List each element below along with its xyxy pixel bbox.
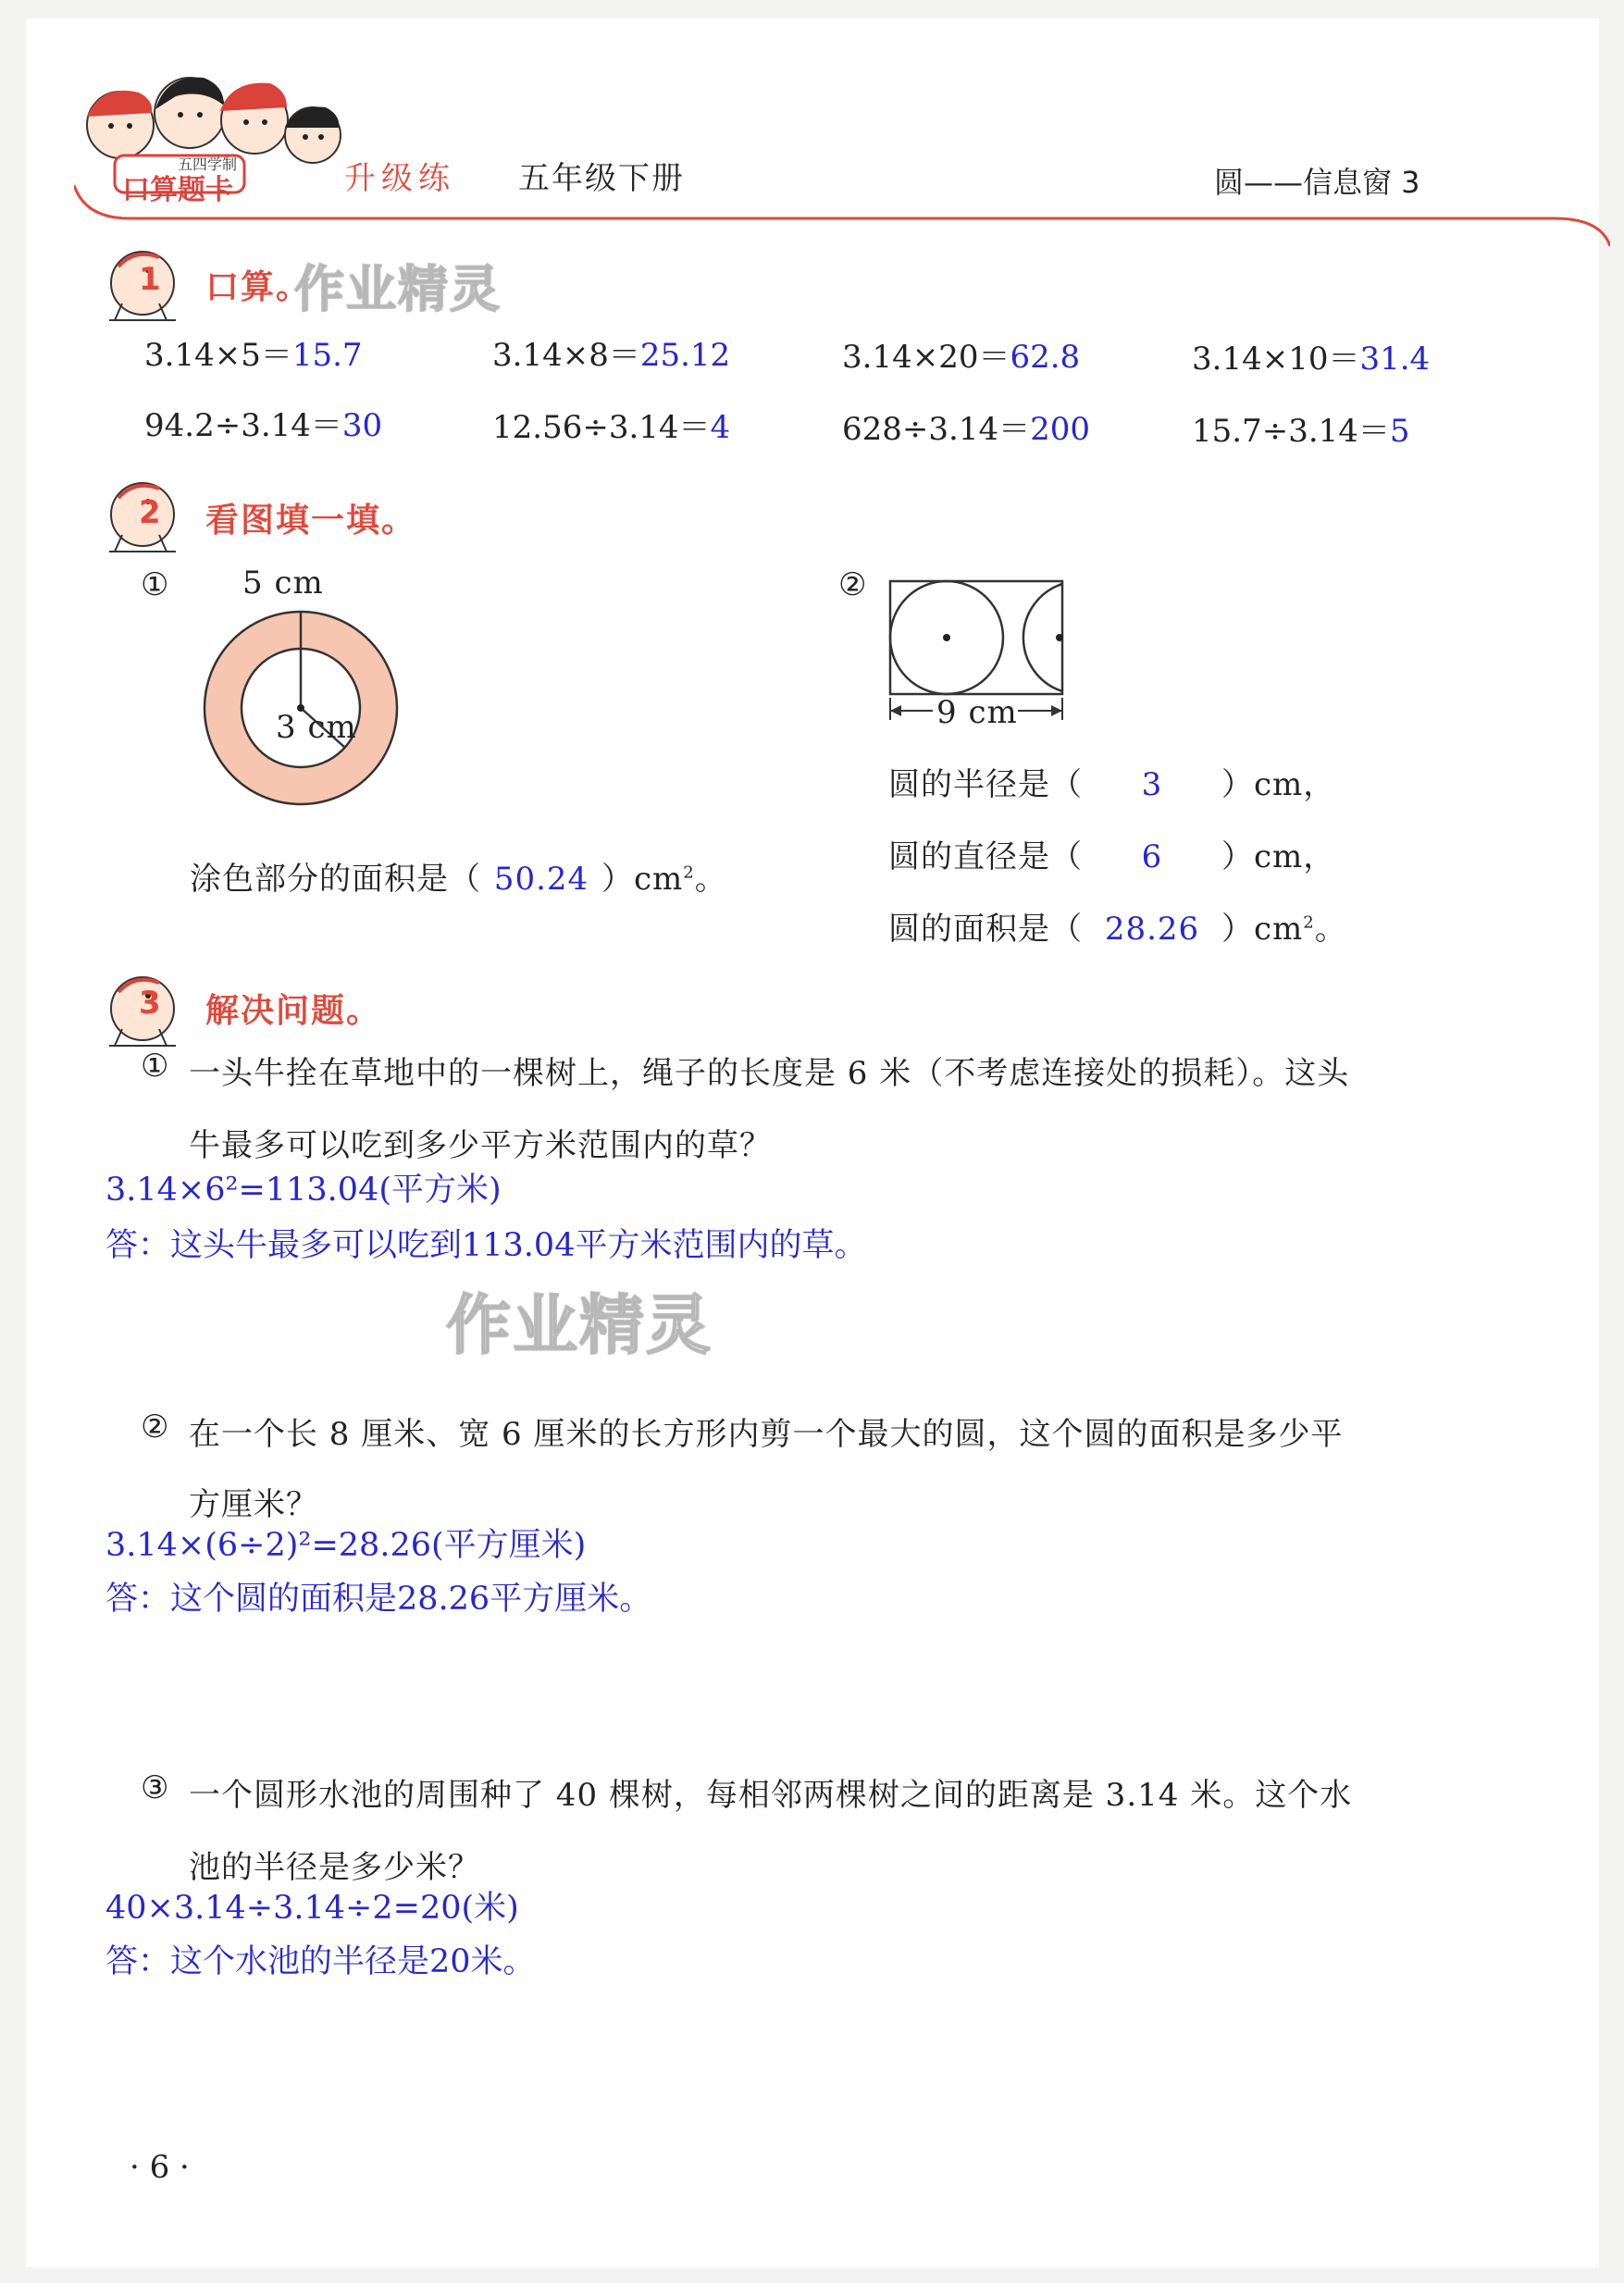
calc-question: 628÷3.14＝ — [842, 411, 1031, 448]
calc-question: 3.14×5＝ — [144, 337, 292, 374]
problem-text: 一头牛拴在草地中的一棵树上，绳子的长度是 6 米（不考虑连接处的损耗）。这头 — [189, 1055, 1350, 1092]
calc-question: 3.14×8＝ — [492, 337, 640, 374]
end-mark: 。 — [694, 861, 727, 898]
calc-answer: 200 — [1030, 411, 1090, 448]
unit-text: ）cm — [1221, 911, 1304, 948]
question-text: 涂色部分的面积是（ — [190, 861, 481, 898]
calc-item — [842, 403, 1090, 449]
question-text: 圆的面积是（ — [888, 911, 1083, 948]
problem-marker: ③ — [141, 1769, 170, 1806]
calc-answer: 15.7 — [291, 337, 363, 374]
watermark: 作业精灵 — [446, 1287, 713, 1363]
calc-question: 3.14×10＝ — [1192, 341, 1360, 378]
series-logo: 口算题卡 — [122, 174, 233, 206]
answer-value: 6 — [1141, 838, 1163, 875]
section-title: 口算。 — [205, 268, 312, 306]
unit-exponent: 2 — [1303, 912, 1315, 933]
grade-label: 五年级下册 — [518, 160, 685, 197]
problem-text: 一个圆形水池的周围种了 40 棵树，每相邻两棵树之间的距离是 3.14 米。这个水 — [189, 1777, 1353, 1814]
solution-formula: 40×3.14÷3.14÷2=20(米) — [105, 1890, 519, 1927]
section-number: 1 — [139, 261, 161, 298]
figure-marker: ① — [141, 566, 170, 603]
solution-answer: 答：这头牛最多可以吃到113.04平方米范围内的草。 — [105, 1227, 867, 1264]
calc-answer: 4 — [710, 409, 731, 446]
calc-item — [1192, 333, 1430, 378]
outer-radius-label: 5 cm — [242, 565, 324, 602]
solution-answer: 答：这个圆的面积是28.26平方厘米。 — [105, 1581, 652, 1618]
problem-text: 在一个长 8 厘米、宽 6 厘米的长方形内剪一个最大的圆，这个圆的面积是多少平 — [189, 1416, 1344, 1453]
solution-answer: 答：这个水池的半径是20米。 — [105, 1943, 536, 1980]
question-text: 圆的半径是（ — [888, 766, 1083, 803]
diameter-question — [888, 831, 1335, 876]
watermark: 作业精灵 — [294, 260, 502, 318]
calc-question: 3.14×20＝ — [842, 339, 1010, 376]
problem-marker: ② — [141, 1408, 170, 1445]
calc-item — [144, 329, 363, 375]
calc-question: 15.7÷3.14＝ — [1192, 413, 1390, 450]
calc-question: 12.56÷3.14＝ — [492, 409, 711, 446]
calc-answer: 62.8 — [1010, 339, 1081, 376]
width-label: 9 cm — [936, 694, 1018, 731]
calc-answer: 30 — [341, 407, 383, 444]
calc-item — [842, 331, 1080, 377]
ring-diagram — [190, 592, 421, 824]
question-text: 圆的直径是（ — [888, 838, 1083, 875]
problem-text: 牛最多可以吃到多少平方米范围内的草？ — [189, 1127, 772, 1164]
solution-formula: 3.14×6²=113.04(平方米) — [105, 1172, 502, 1209]
solution-formula: 3.14×(6÷2)²=28.26(平方厘米) — [105, 1527, 587, 1564]
calc-item — [492, 402, 730, 447]
unit-text: ）cm， — [1221, 766, 1336, 803]
answer-value: 50.24 — [493, 861, 589, 898]
section-number: 2 — [139, 494, 161, 531]
shaded-area-question — [190, 853, 727, 899]
problem-text: 池的半径是多少米？ — [189, 1849, 480, 1886]
answer-value: 28.26 — [1104, 911, 1200, 948]
unit-exponent: 2 — [683, 862, 695, 883]
calc-answer: 5 — [1389, 413, 1410, 450]
book-tag: 升级练 — [344, 160, 455, 197]
section-reference: 圆——信息窗 3 — [1214, 165, 1420, 200]
calc-answer: 25.12 — [639, 337, 731, 374]
inner-radius-label: 3 cm — [276, 709, 357, 746]
calc-question: 94.2÷3.14＝ — [144, 407, 342, 444]
calc-answer: 31.4 — [1359, 341, 1431, 378]
circle-area-question — [888, 903, 1347, 949]
calc-item — [1192, 405, 1410, 451]
header-divider — [74, 185, 1610, 250]
end-mark: 。 — [1314, 911, 1347, 948]
school-system-label: 五四学制 — [178, 155, 238, 173]
problem-marker: ① — [141, 1048, 170, 1085]
answer-value: 3 — [1141, 766, 1163, 803]
problem-text: 方厘米？ — [189, 1486, 318, 1523]
calc-item — [144, 400, 382, 445]
section-number: 3 — [139, 985, 161, 1022]
unit-text: ）cm， — [1221, 838, 1336, 875]
radius-question — [888, 759, 1335, 804]
page-number: · 6 · — [130, 2149, 190, 2186]
section-title: 解决问题。 — [205, 992, 382, 1030]
unit-text: ）cm — [601, 861, 684, 898]
figure-marker: ② — [838, 566, 868, 603]
calc-item — [492, 329, 730, 375]
section-title: 看图填一填。 — [205, 502, 417, 540]
